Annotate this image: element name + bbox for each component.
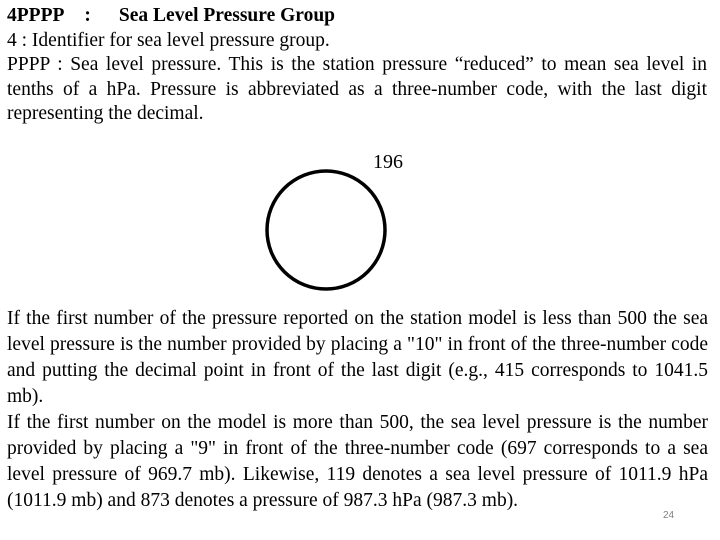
explanation-paragraph-over-500: If the first number on the model is more than 500, the sea level pressure is the number provided by placing a "9" in front of the three-number code (697 corresponds to a sea level pressure of 969.7 mb). Likewise, 119 denotes a sea level pressure of 1011.9 hPa (1011.9 mb) and 873 denotes a pressure of 987.3 hPa (987.3 mb). — [7, 412, 708, 511]
group-code: 4PPPP — [7, 5, 65, 26]
page-number: 24 — [663, 510, 675, 521]
heading-separator: : — [84, 5, 91, 26]
station-circle-icon — [264, 168, 388, 292]
pppp-definition: PPPP : Sea level pressure. This is the station pressure “reduced” to mean sea level in tenths of a hPa. Pressure is abbreviated as a three-number code, with the last digit representing the decimal. — [7, 54, 707, 124]
explanation-block — [7, 306, 708, 514]
group-heading — [7, 4, 707, 29]
definition-block — [7, 4, 707, 127]
station-pressure-value: 196 — [373, 151, 403, 173]
explanation-paragraph-under-500: If the first number of the pressure reported on the station model is less than 500 the sea level pressure is the number provided by placing a "10" in front of the three-number code and putting the decimal point in front of the last digit (e.g., 415 corresponds to 1041.5 mb). — [7, 308, 708, 407]
group-title: Sea Level Pressure Group — [118, 5, 336, 26]
identifier-definition: 4 : Identifier for sea level pressure group. — [7, 29, 330, 51]
